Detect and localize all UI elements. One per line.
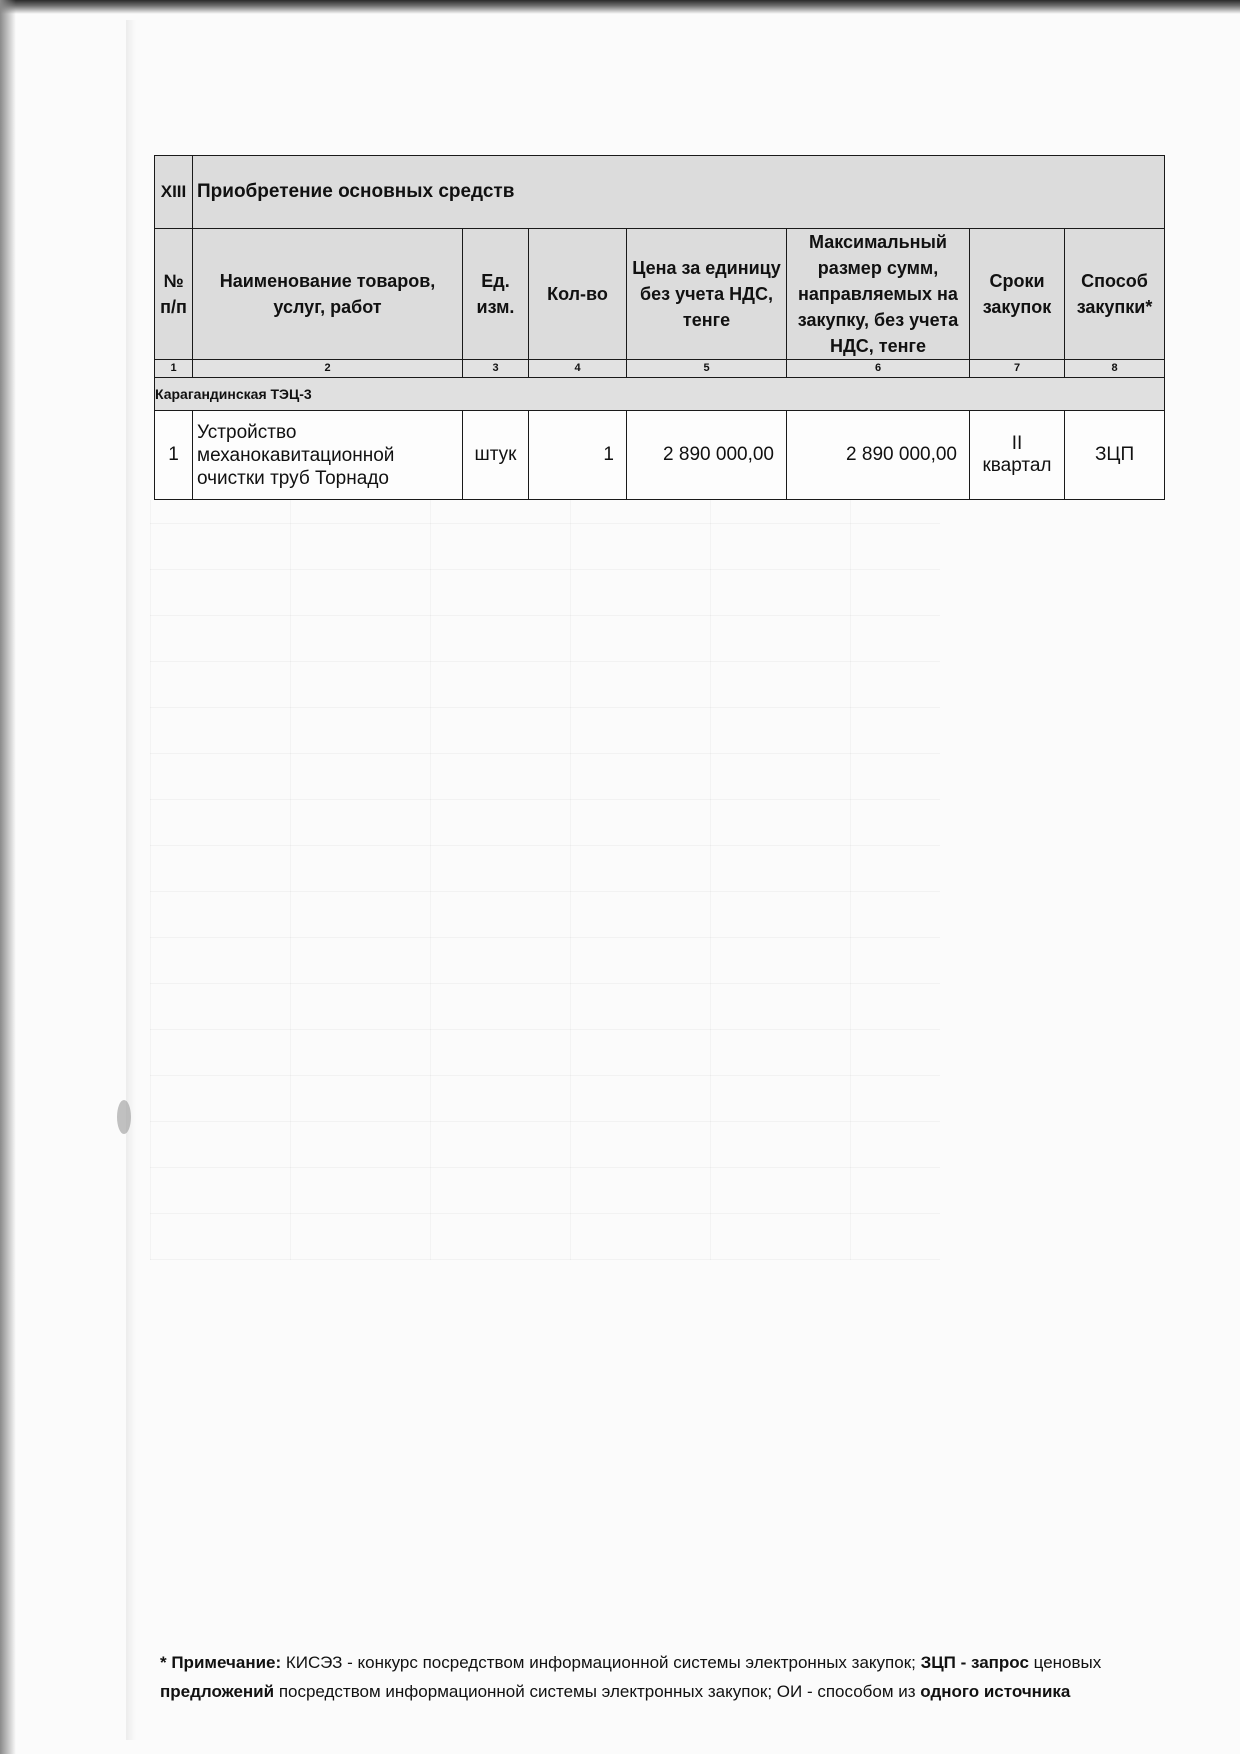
section-number: XIII [155,156,193,229]
section-header-row [155,156,1165,229]
header-terms: Сроки закупок [970,229,1065,360]
header-price: Цена за единицу без учета НДС, тенге [627,229,787,360]
punch-hole-mark [117,1100,131,1134]
column-index: 2 [193,360,463,378]
column-header-row [155,229,1165,360]
row-terms [970,411,1065,500]
header-num: № п/п [155,229,193,360]
plant-row [155,378,1165,411]
column-index-row [155,360,1165,378]
footnote-text-2: ценовых [1028,1653,1102,1672]
column-index: 1 [155,360,193,378]
row-unit: штук [463,411,529,500]
footnote [160,1648,1170,1706]
header-max-sum: Максимальный размер сумм, направляемых на закупку, без учета НДС, тенге [787,229,970,360]
row-max-sum: 2 890 000,00 [787,411,970,500]
row-num: 1 [155,411,193,500]
column-index: 3 [463,360,529,378]
footnote-bold-3: одного источника [920,1682,1071,1701]
footnote-text-3: посредством информационной системы электронных закупок; ОИ - способом из [274,1682,921,1701]
column-index: 8 [1065,360,1165,378]
column-index: 4 [529,360,627,378]
column-index: 7 [970,360,1065,378]
header-qty: Кол-во [529,229,627,360]
column-index: 6 [787,360,970,378]
row-term-line1: II [1011,433,1023,454]
section-title: Приобретение основных средств [193,156,1165,229]
footnote-text-1: КИСЭЗ - конкурс посредством информационной системы электронных закупок; [281,1653,921,1672]
footnote-bold-2: предложений [160,1682,275,1701]
header-name: Наименование товаров, услуг, работ [193,229,463,360]
scan-top-edge [0,0,1240,14]
row-price: 2 890 000,00 [627,411,787,500]
row-qty: 1 [529,411,627,500]
header-method: Способ закупки* [1065,229,1165,360]
table-row [155,411,1165,500]
row-item-name: Устройство механокавитационной очистки труб Торнадо [193,411,463,500]
footnote-label: * Примечание: [160,1653,282,1672]
binding-shadow [126,20,136,1740]
row-method: ЗЦП [1065,411,1165,500]
plant-name: Карагандинская ТЭЦ-3 [155,378,1165,411]
header-unit: Ед. изм. [463,229,529,360]
bleed-through-texture [150,500,940,1260]
column-index: 5 [627,360,787,378]
procurement-table [154,155,1165,500]
footnote-zcp: ЗЦП - запрос [920,1653,1029,1672]
row-term-line2: квартал [982,455,1052,476]
scan-left-edge [0,0,16,1754]
